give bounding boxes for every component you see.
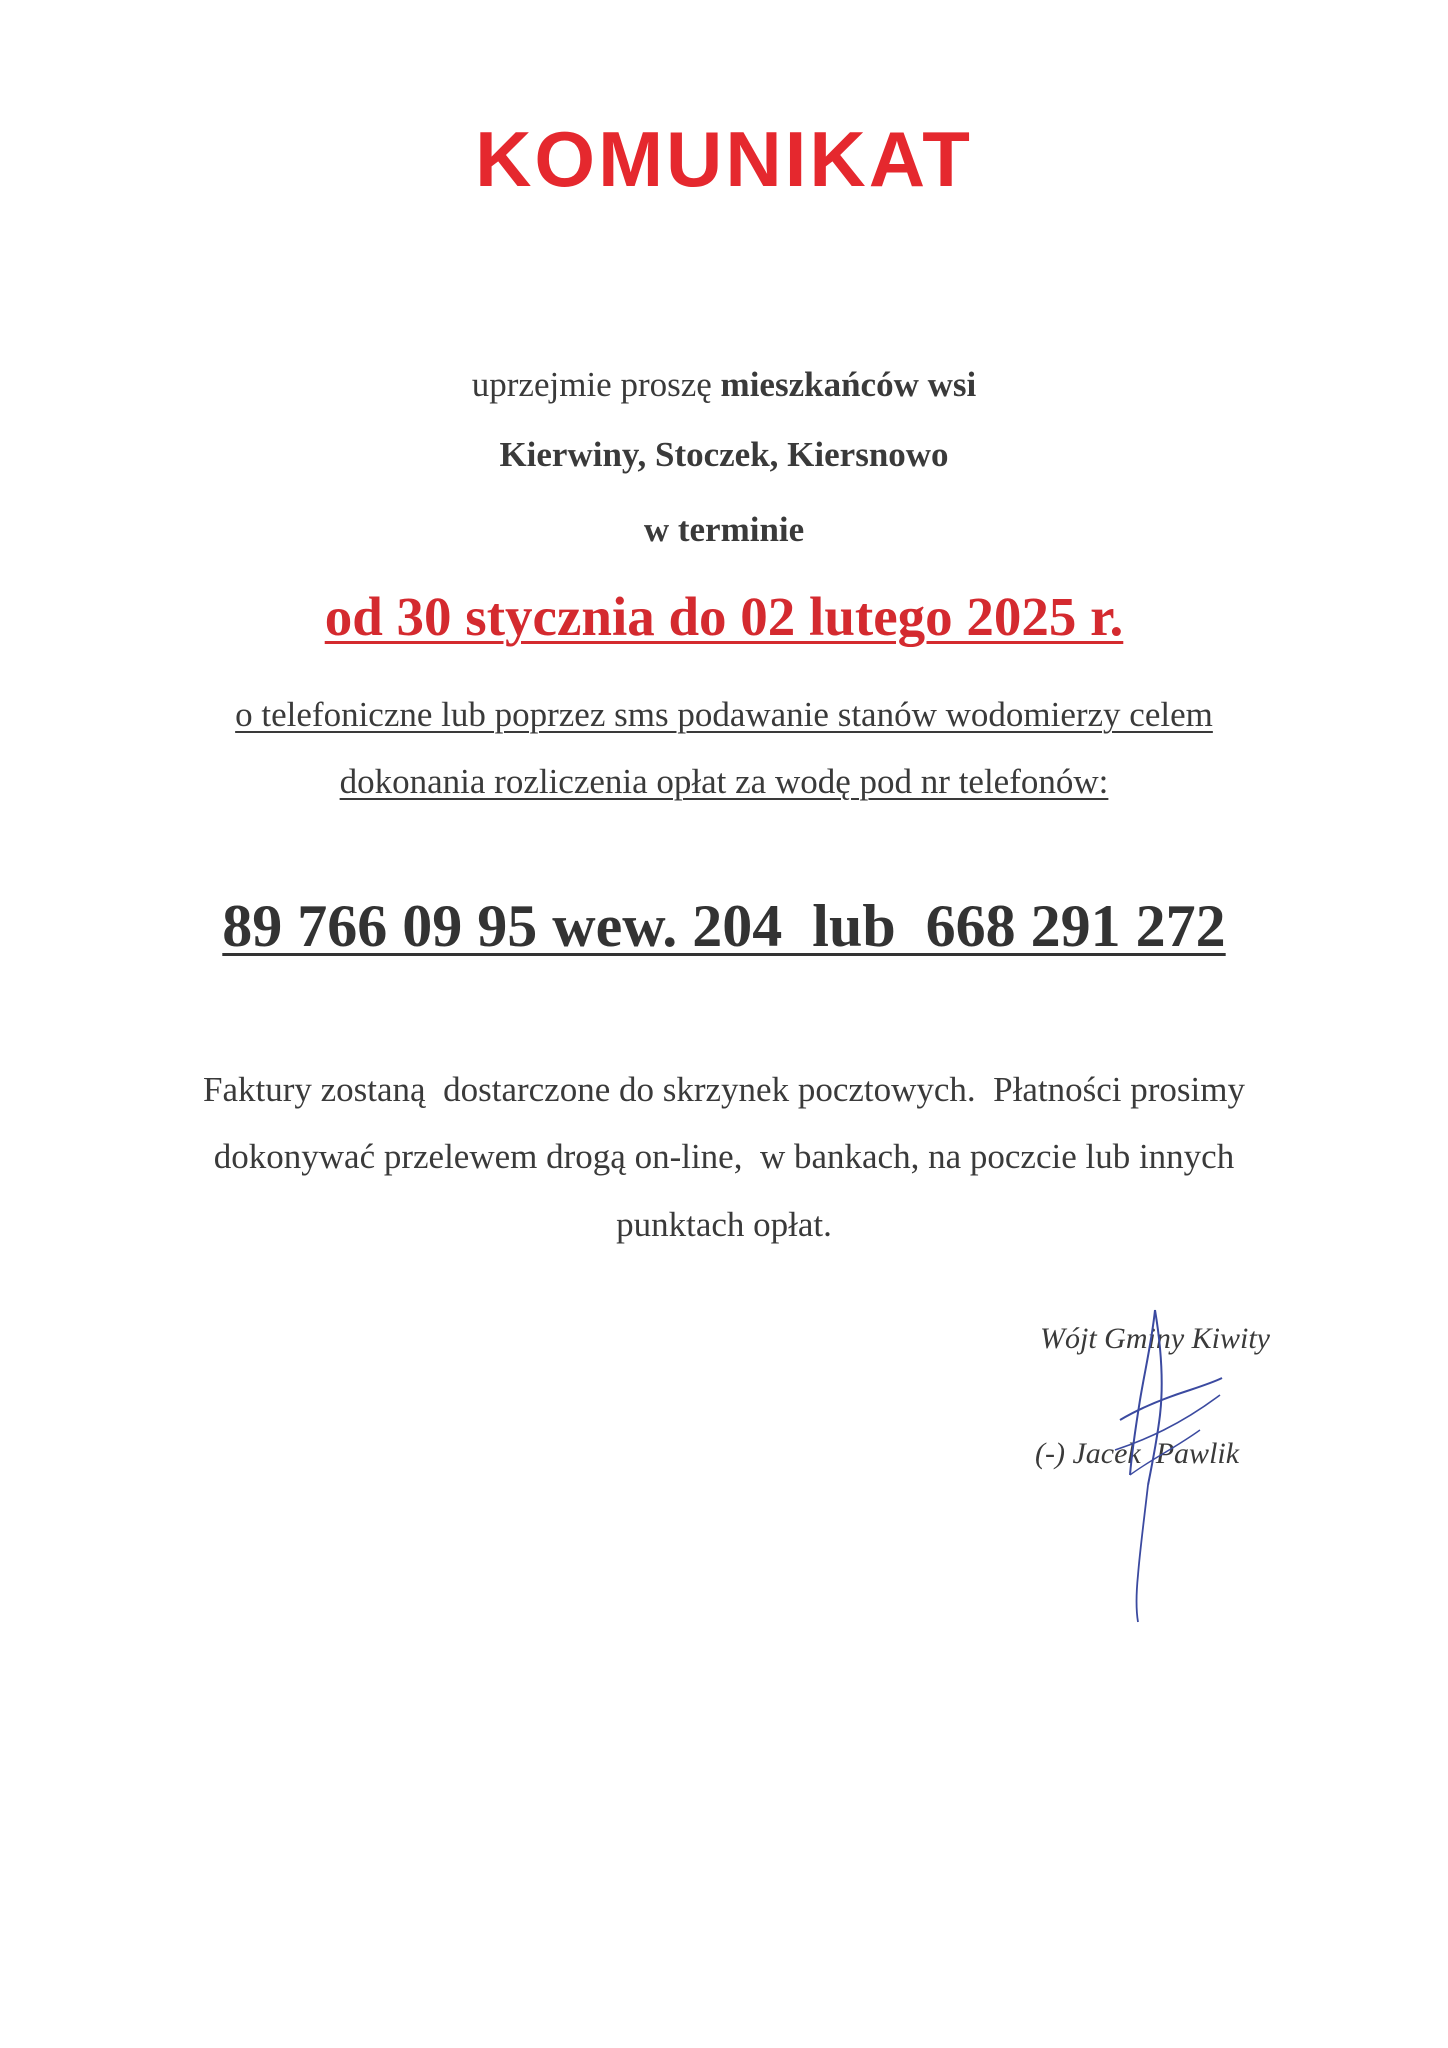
villages-line: Kierwiny, Stoczek, Kiersnowo [499, 435, 949, 474]
info-line-1: Faktury zostaną dostarczone do skrzynek pocztowych. Płatności prosimy [203, 1070, 1245, 1109]
request-line-1 [0, 695, 1448, 735]
request-line-2-text: dokonania rozliczenia opłat za wodę pod nr telefonów: [339, 762, 1109, 801]
signatory-name: (-) Jacek Pawlik [1035, 1437, 1240, 1470]
info-line-2: dokonywać przelewem drogą on-line, w bankach, na poczcie lub innych [213, 1137, 1235, 1176]
term-label: w terminie [643, 510, 805, 549]
request-line-1-text: o telefoniczne lub poprzez sms podawanie stanów wodomierzy celem [235, 695, 1213, 734]
intro-bold-text: mieszkańców wsi [720, 365, 977, 404]
phone-numbers-text: 89 766 09 95 wew. 204 lub 668 291 272 [222, 893, 1226, 959]
date-range-text: od 30 stycznia do 02 lutego 2025 r. [324, 586, 1124, 647]
document-title: KOMUNIKAT [475, 115, 973, 203]
signatory-title: Wójt Gminy Kiwity [1040, 1322, 1270, 1355]
intro-line [0, 365, 1448, 405]
info-line-3: punktach opłat. [616, 1205, 832, 1244]
handwritten-signature [1060, 1300, 1260, 1640]
request-line-2 [0, 762, 1448, 802]
date-range [0, 587, 1448, 648]
phone-numbers [0, 893, 1448, 959]
intro-plain-text: uprzejmie proszę [471, 365, 721, 404]
